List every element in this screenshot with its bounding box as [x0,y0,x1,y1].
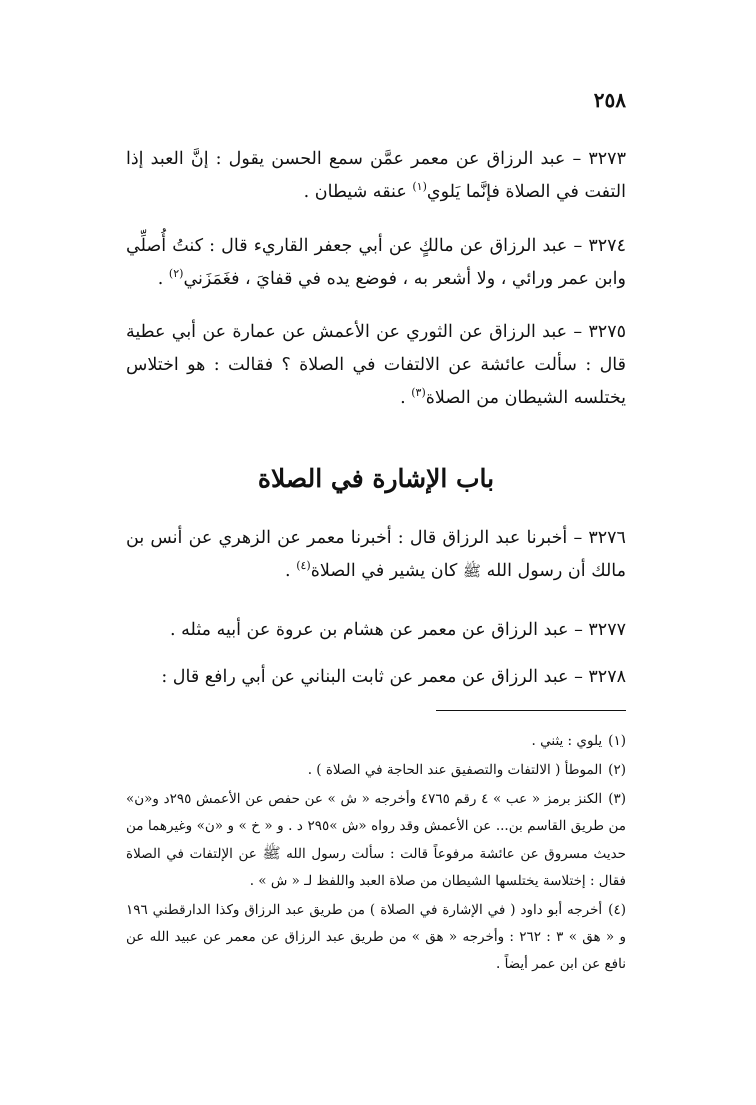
hadith-text-end: . [400,388,406,408]
footnote-text: الكنز برمز « عب » ٤ رقم ٤٧٦٥ وأخرجه « ش » عن حفص عن الأعمش ٢٩٥د و«ن» من طريق القاسم بن... عن الأعمش وقد رواه «ش »٢٩٥ د . و « خ » و «ن» وغيرهما من حديث مسروق عن عائشة مرفوعاً قالت : سألت رسول الله [126,791,627,862]
footnotes [126,728,626,980]
footnote-divider [436,710,626,711]
hadith-text-end: . [157,269,164,289]
hadith-text-mid: كان يشير في الصلاة [310,561,458,581]
hadith-3273: ٣٢٧٣ – عبد الرزاق عن معمر عمَّن سمع الحسن يقول : إنَّ العبد إذا التفت في الصلاة فإنَّما يَلوي$^{(١)}$ عنقه شيطان . [126,149,626,202]
footnote-number: (٣) [608,791,627,807]
footnote-2 [126,757,626,784]
salawat-glyph: ﷺ [462,562,481,580]
hadith-text-end: . [285,561,291,581]
hadith-number: ٣٢٧٨ [588,667,626,687]
hadith-3274: ٣٢٧٤ – عبد الرزاق عن مالكٍ عن أبي جعفر القاريء قال : كنتُ أُصلِّي وابن عمر ورائي ، ولا أشعر به ، فوضع يده في قفايَ ، فغَمَزَني$^{(٢)}$ . [126,236,626,289]
hadith-3276: ٣٢٧٦ – أخبرنا عبد الرزاق قال : أخبرنا معمر عن الزهري عن أنس بن مالك أن رسول الله ﷺ كان يشير في الصلاة$^{(٤)}$ . [126,528,626,581]
hadith-3275: ٣٢٧٥ – عبد الرزاق عن الثوري عن الأعمش عن عمارة عن أبي عطية قال : سألت عائشة عن الالتفات في الصلاة ؟ فقالت : هو اختلاس يختلسه الشيطان من الصلاة$^{(٣)}$ . [126,322,626,408]
footnote-text: أخرجه أبو داود ( في الإشارة في الصلاة ) من طريق عبد الرزاق وكذا الدارقطني ١٩٦ و « هق » ٣ : ٢٦٢ : وأخرجه « هق » من طريق عبد الرزاق عن معمر عن عبيد الله عن نافع عن ابن عمر أيضاً . [126,902,626,972]
footnote-text: يلوي : يثني . [531,733,603,749]
footnote-ref-1: (١) [412,180,427,194]
hadith-3278: ٣٢٧٨ – عبد الرزاق عن معمر عن ثابت البناني عن أبي رافع قال : [161,667,626,687]
footnote-4 [126,897,626,978]
page-number: ٢٥٨ [593,88,626,112]
hadith-text-end: عنقه شيطان . [303,182,407,202]
salawat-glyph: ﷺ [262,844,281,862]
hadith-text: عبد الرزاق عن مالكٍ عن أبي جعفر القاريء قال : كنتُ أُصلِّي وابن عمر ورائي ، ولا أشعر به ، فوضع يده في قفايَ ، فغَمَزَني [126,236,626,289]
footnote-text-end: عن الإلتفات في الصلاة فقال : إختلاسة يختلسها الشيطان من صلاة العبد واللفظ لـ « ش » . [126,846,626,889]
hadith-text: عبد الرزاق عن الثوري عن الأعمش عن عمارة عن أبي عطية قال : سألت عائشة عن الالتفات في الصلاة ؟ فقالت : هو اختلاس يختلسه الشيطان من الصلاة [126,322,626,408]
hadith-3277: ٣٢٧٧ – عبد الرزاق عن معمر عن هشام بن عروة عن أبيه مثله . [170,620,626,640]
chapter-heading: باب الإشارة في الصلاة [257,464,495,493]
hadith-text: عبد الرزاق عن معمر عن ثابت البناني عن أبي رافع قال : [161,667,569,687]
footnote-number: (٢) [608,762,626,778]
hadith-number: ٣٢٧٣ [588,149,626,169]
footnote-1 [126,728,626,755]
hadith-text: أخبرنا عبد الرزاق قال : أخبرنا معمر عن الزهري عن أنس بن مالك أن رسول الله [126,528,626,581]
hadith-text: عبد الرزاق عن معمر عمَّن سمع الحسن يقول : إنَّ العبد إذا التفت في الصلاة فإنَّما يَلوي [126,149,626,202]
hadith-number: ٣٢٧٥ [588,322,626,342]
hadith-number: ٣٢٧٦ [588,528,626,548]
footnote-number: (١) [608,733,626,749]
footnote-ref-4: (٤) [296,559,311,573]
hadith-number: ٣٢٧٧ [588,620,626,640]
footnote-ref-3: (٣) [411,386,426,400]
hadith-number: ٣٢٧٤ [588,236,626,256]
hadith-text: عبد الرزاق عن معمر عن هشام بن عروة عن أبيه مثله . [170,620,569,640]
footnote-ref-2: (٢) [168,267,184,281]
footnote-number: (٤) [608,902,626,918]
footnote-text: الموطأ ( الالتفات والتصفيق عند الحاجة في الصلاة ) . [307,762,603,778]
footnote-3 [126,786,626,895]
